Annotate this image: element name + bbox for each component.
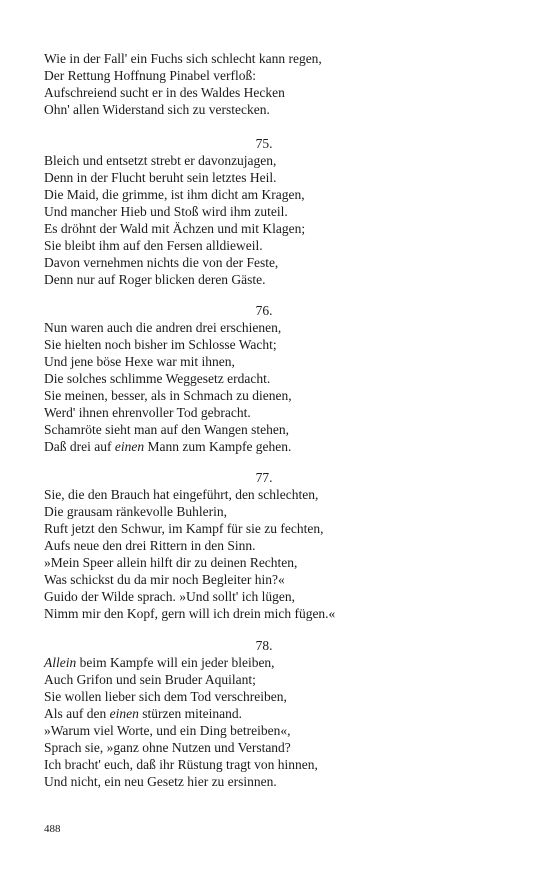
verse-text: Sie meinen, besser, als in Schmach zu dienen, — [44, 388, 292, 403]
verse-line — [44, 336, 484, 353]
verse-text: Bleich und entsetzt strebt er davonzujagen, — [44, 153, 277, 168]
verse-line — [44, 67, 484, 84]
verse-text: Was schickst du da mir noch Begleiter hin?« — [44, 572, 285, 587]
verse-text: Guido der Wilde sprach. »Und sollt' ich lügen, — [44, 589, 295, 604]
verse-text: Denn in der Flucht beruht sein letztes Heil. — [44, 170, 277, 185]
verse-line — [44, 722, 484, 739]
verse-text: Die Maid, die grimme, ist ihm dicht am Kragen, — [44, 187, 305, 202]
page-number: 488 — [44, 823, 61, 835]
verse-text: Sie wollen lieber sich dem Tod verschreiben, — [44, 689, 287, 704]
stanza-77 — [44, 469, 484, 622]
verse-text: Ohn' allen Widerstand sich zu verstecken. — [44, 102, 270, 117]
verse-line — [44, 220, 484, 237]
verse-line — [44, 705, 484, 722]
stanza-number: 77. — [255, 470, 273, 485]
verse-line — [44, 101, 484, 118]
verse-text: Und jene böse Hexe war mit ihnen, — [44, 354, 235, 369]
verse-text: Als auf den — [44, 706, 110, 721]
verse-text: Davon vernehmen nichts die von der Feste, — [44, 255, 279, 270]
verse-text: Daß drei auf — [44, 439, 115, 454]
verse-line — [44, 438, 484, 455]
verse-text: Es dröhnt der Wald mit Ächzen und mit Klagen; — [44, 221, 306, 236]
verse-text: Die solches schlimme Weggesetz erdacht. — [44, 371, 271, 386]
verse-line — [44, 554, 484, 571]
verse-line — [44, 370, 484, 387]
verse-line — [44, 588, 484, 605]
verse-line — [44, 671, 484, 688]
stanza-number: 75. — [255, 136, 273, 151]
verse-text: »Mein Speer allein hilft dir zu deinen Rechten, — [44, 555, 298, 570]
verse-line — [44, 520, 484, 537]
verse-text: Werd' ihnen ehrenvoller Tod gebracht. — [44, 405, 251, 420]
verse-text: Wie in der Fall' ein Fuchs sich schlecht kann regen, — [44, 51, 322, 66]
emphasized-text: einen — [109, 706, 139, 721]
verse-line — [44, 537, 484, 554]
verse-text: Aufs neue den drei Rittern in den Sinn. — [44, 538, 256, 553]
emphasized-text: Allein — [44, 655, 77, 670]
verse-text: Schamröte sieht man auf den Wangen stehen, — [44, 422, 289, 437]
verse-text: Sprach sie, »ganz ohne Nutzen und Verstand? — [44, 740, 291, 755]
verse-line — [44, 756, 484, 773]
stanza-continuation — [44, 50, 484, 118]
verse-line — [44, 773, 484, 790]
stanza-number: 76. — [255, 303, 273, 318]
verse-text: Auch Grifon und sein Bruder Aquilant; — [44, 672, 256, 687]
stanza-75 — [44, 135, 484, 288]
verse-text: Sie, die den Brauch hat eingeführt, den schlechten, — [44, 487, 319, 502]
verse-text: beim Kampfe will ein jeder bleiben, — [76, 655, 275, 670]
verse-text: »Warum viel Worte, und ein Ding betreiben«, — [44, 723, 291, 738]
verse-line — [44, 50, 484, 67]
verse-text: Mann zum Kampfe gehen. — [144, 439, 292, 454]
verse-line — [44, 271, 484, 288]
stanza-76 — [44, 302, 484, 455]
verse-line — [44, 84, 484, 101]
verse-text: Und nicht, ein neu Gesetz hier zu ersinnen. — [44, 774, 277, 789]
verse-line — [44, 421, 484, 438]
verse-line — [44, 152, 484, 169]
verse-line — [44, 571, 484, 588]
verse-text: Sie hielten noch bisher im Schlosse Wacht; — [44, 337, 277, 352]
verse-text: Der Rettung Hoffnung Pinabel verfloß: — [44, 68, 256, 83]
verse-text: Die grausam ränkevolle Buhlerin, — [44, 504, 227, 519]
verse-line — [44, 503, 484, 520]
verse-text: Ich bracht' euch, daß ihr Rüstung tragt von hinnen, — [44, 757, 318, 772]
verse-line — [44, 203, 484, 220]
verse-text: Ruft jetzt den Schwur, im Kampf für sie zu fechten, — [44, 521, 324, 536]
verse-text: Sie bleibt ihm auf den Fersen alldieweil. — [44, 238, 263, 253]
verse-line — [44, 404, 484, 421]
verse-text: Nimm mir den Kopf, gern will ich drein mich fügen.« — [44, 606, 336, 621]
stanza-78 — [44, 637, 484, 790]
verse-text: stürzen miteinand. — [138, 706, 242, 721]
verse-line — [44, 319, 484, 336]
verse-line — [44, 169, 484, 186]
stanza-number: 78. — [255, 638, 273, 653]
verse-line — [44, 688, 484, 705]
verse-text: Nun waren auch die andren drei erschienen, — [44, 320, 282, 335]
verse-text: Aufschreiend sucht er in des Waldes Hecken — [44, 85, 285, 100]
verse-line — [44, 654, 484, 671]
verse-line — [44, 739, 484, 756]
emphasized-text: einen — [114, 439, 145, 454]
verse-line — [44, 605, 484, 622]
verse-line — [44, 387, 484, 404]
verse-line — [44, 486, 484, 503]
verse-line — [44, 237, 484, 254]
verse-text: Denn nur auf Roger blicken deren Gäste. — [44, 272, 266, 287]
verse-line — [44, 353, 484, 370]
verse-line — [44, 186, 484, 203]
verse-text: Und mancher Hieb und Stoß wird ihm zuteil. — [44, 204, 288, 219]
verse-line — [44, 254, 484, 271]
